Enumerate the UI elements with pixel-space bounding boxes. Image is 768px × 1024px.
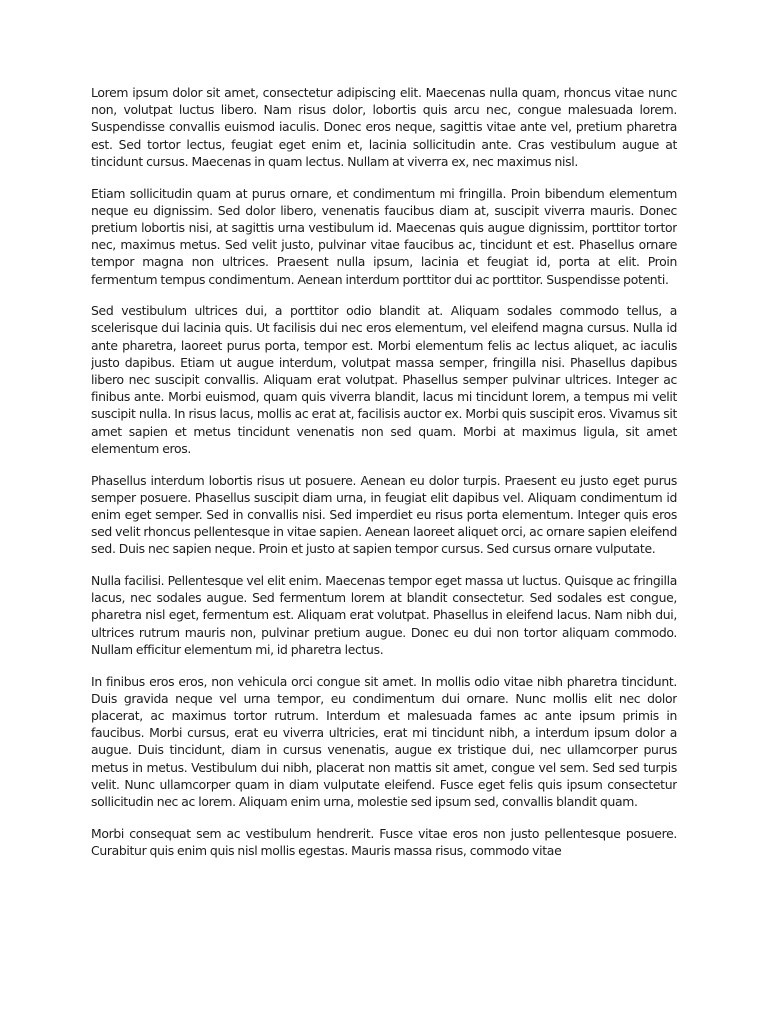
paragraph-1: Lorem ipsum dolor sit amet, consectetur adipiscing elit. Maecenas nulla quam, rhoncus vitae nunc non, volutpat luctus libero. Nam risus dolor, lobortis quis arcu nec, congue malesuada lorem. Suspendisse convallis euismod iaculis. Donec eros neque, sagittis vitae ante vel, pretium pharetra est. Sed tortor lectus, feugiat eget enim et, lacinia sollicitudin ante. Cras vestibulum augue at tincidunt cursus. Maecenas in quam lectus. Nullam at viverra ex, nec maximus nisl. — [91, 85, 677, 169]
paragraph-7: Morbi consequat sem ac vestibulum hendrerit. Fusce vitae eros non justo pellentesque posuere. Curabitur quis enim quis nisl mollis egestas. Mauris massa risus, commodo vitae — [91, 825, 677, 858]
document-page — [91, 84, 677, 932]
paragraph-6: In finibus eros eros, non vehicula orci congue sit amet. In mollis odio vitae nibh pharetra tincidunt. Duis gravida neque vel urna tempor, eu condimentum dui ornare. Nunc mollis elit nec dolor placerat, ac maximus tortor rutrum. Interdum et malesuada fames ac ante ipsum primis in faucibus. Morbi cursus, erat eu viverra ultricies, erat mi tincidunt nibh, a interdum ipsum dolor a augue. Duis tincidunt, diam in cursus venenatis, augue ex tristique dui, nec ullamcorper purus metus in metus. Vestibulum dui nibh, placerat non mattis sit amet, congue vel sem. Sed sed turpis velit. Nunc ullamcorper quam in diam vulputate eleifend. Fusce eget felis quis ipsum consectetur sollicitudin nec ac lorem. Aliquam enim urna, molestie sed ipsum sed, convallis blandit quam. — [91, 673, 677, 810]
paragraph-4: Phasellus interdum lobortis risus ut posuere. Aenean eu dolor turpis. Praesent eu justo eget purus semper posuere. Phasellus suscipit diam urna, in feugiat elit dapibus vel. Aliquam condimentum id enim eget semper. Sed in convallis nisi. Sed imperdiet eu risus porta elementum. Integer quis eros sed velit rhoncus pellentesque in vitae sapien. Aenean laoreet aliquet orci, ac ornare sapien eleifend sed. Duis nec sapien neque. Proin et justo at sapien tempor cursus. Sed cursus ornare vulputate. — [91, 472, 677, 557]
paragraph-3: Sed vestibulum ultrices dui, a porttitor odio blandit at. Aliquam sodales commodo tellus, a scelerisque dui lacinia quis. Ut facilisis dui nec eros elementum, vel eleifend magna cursus. Nulla id ante pharetra, laoreet purus porta, tempor est. Morbi elementum felis ac lectus aliquet, ac iaculis justo dapibus. Etiam ut augue interdum, volutpat massa semper, fringilla nisi. Phasellus dapibus libero nec suscipit convallis. Aliquam erat volutpat. Phasellus semper pulvinar ultrices. Integer ac finibus ante. Morbi euismod, quam quis viverra blandit, lacus mi tincidunt lorem, a tempus mi velit suscipit nulla. In risus lacus, mollis ac erat at, facilisis auctor ex. Morbi quis suscipit eros. Vivamus sit amet sapien et metus tincidunt venenatis non sed quam. Morbi at maximus ligula, sit amet elementum eros. — [91, 303, 677, 456]
paragraph-2: Etiam sollicitudin quam at purus ornare, et condimentum mi fringilla. Proin bibendum elementum neque eu dignissim. Sed dolor libero, venenatis faucibus diam at, suscipit viverra mauris. Donec pretium lobortis nisi, at sagittis urna vestibulum id. Maecenas quis augue dignissim, porttitor tortor nec, maximus metus. Sed velit justo, pulvinar vitae faucibus ac, tincidunt et est. Phasellus ornare tempor magna non ultrices. Praesent nulla ipsum, lacinia et feugiat id, porta at elit. Proin fermentum tempus condimentum. Aenean interdum porttitor dui ac porttitor. Suspendisse potenti. — [91, 185, 677, 287]
paragraph-5: Nulla facilisi. Pellentesque vel elit enim. Maecenas tempor eget massa ut luctus. Quisque ac fringilla lacus, nec sodales augue. Sed fermentum lorem at blandit consectetur. Sed sodales est congue, pharetra nisl eget, fermentum est. Aliquam erat volutpat. Phasellus in eleifend lacus. Nam nibh dui, ultrices rutrum mauris non, pulvinar pretium augue. Donec eu dui non tortor aliquam commodo. Nullam efficitur elementum mi, id pharetra lectus. — [91, 573, 677, 657]
